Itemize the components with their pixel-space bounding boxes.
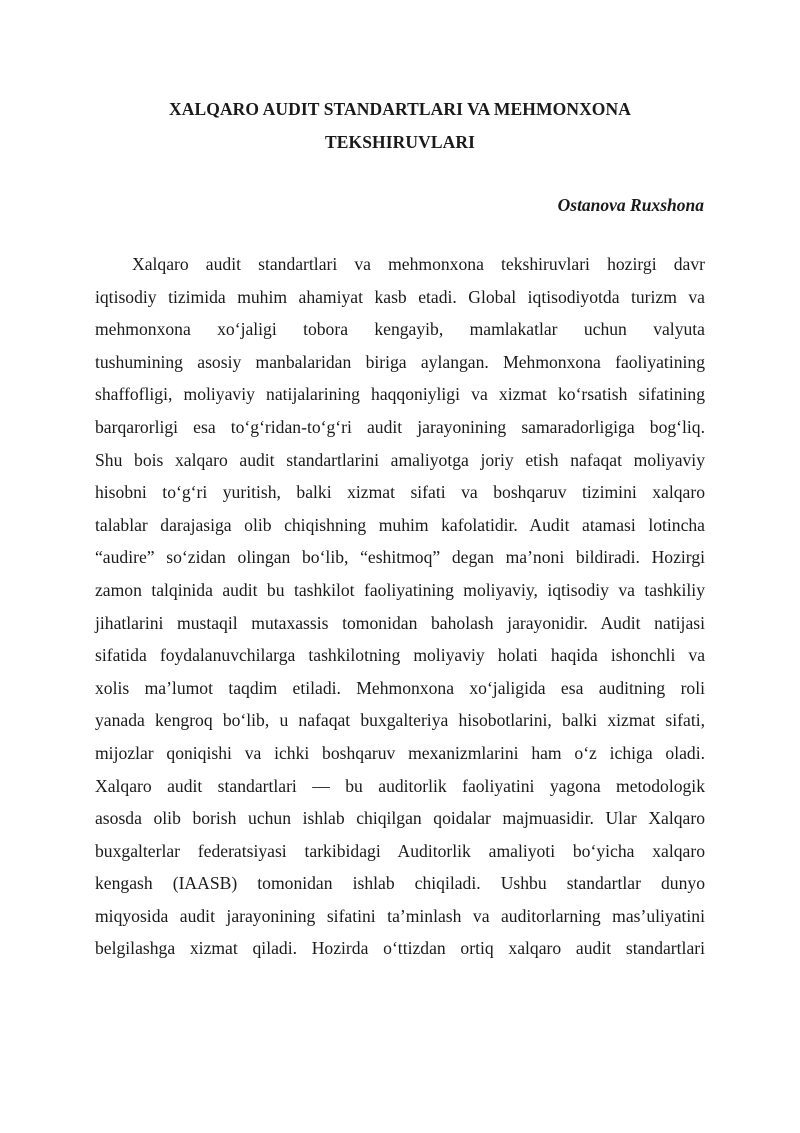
paragraph-line: mehmonxona xo‘jaligi tobora kengayib, mamlakatlar uchun valyuta [95,319,705,340]
body-paragraph [95,248,705,965]
paragraph-line: buxgalterlar federatsiyasi tarkibidagi Auditorlik amaliyoti bo‘yicha xalqaro [95,840,705,861]
paragraph-line: tushumining asosiy manbalaridan biriga aylangan. Mehmonxona faoliyatining [95,351,705,372]
paragraph-line: barqarorligi esa to‘g‘ridan-to‘g‘ri audit jarayonining samaradorligiga bog‘liq. [95,416,705,437]
paragraph-line: yanada kengroq bo‘lib, u nafaqat buxgalteriya hisobotlarini, balki xizmat sifati, [95,710,705,731]
paragraph-line: jihatlarini mustaqil mutaxassis tomonidan baholash jarayonidir. Audit natijasi [95,612,705,633]
paragraph-line: Shu bois xalqaro audit standartlarini amaliyotga joriy etish nafaqat moliyaviy [95,449,705,470]
paragraph-line: mijozlar qoniqishi va ichki boshqaruv mexanizmlarini ham o‘z ichiga oladi. [95,742,705,763]
paragraph-line: “audire” so‘zidan olingan bo‘lib, “eshitmoq” degan ma’noni bildiradi. Hozirgi [95,547,705,568]
paragraph-line: Xalqaro audit standartlari va mehmonxona tekshiruvlari hozirgi davr [132,254,705,274]
paragraph-line: iqtisodiy tizimida muhim ahamiyat kasb etadi. Global iqtisodiyotda turizm va [95,286,705,307]
paragraph-line: miqyosida audit jarayonining sifatini ta’minlash va auditorlarning mas’uliyatini [95,905,705,926]
paragraph-line: zamon talqinida audit bu tashkilot faoliyatining moliyaviy, iqtisodiy va tashkiliy [95,579,705,600]
title-line: XALQARO AUDIT STANDARTLARI VA MEHMONXONA [168,99,631,119]
paragraph-line: sifatida foydalanuvchilarga tashkilotning moliyaviy holati haqida ishonchli va [95,645,705,666]
paragraph-line: talablar darajasiga olib chiqishning muhim kafolatidir. Audit atamasi lotincha [95,514,705,535]
author-name: Ostanova Ruxshona [557,195,704,215]
title-line: TEKSHIRUVLARI [324,132,476,152]
paragraph-line: belgilashga xizmat qiladi. Hozirda o‘ttizdan ortiq xalqaro audit standartlari [95,938,705,959]
paragraph-line: asosda olib borish uchun ishlab chiqilgan qoidalar majmuasidir. Ular Xalqaro [95,808,705,829]
paragraph-line: hisobni to‘g‘ri yuritish, balki xizmat sifati va boshqaruv tizimini xalqaro [95,482,705,503]
document-title [100,93,700,159]
paragraph-line: Xalqaro audit standartlari — bu auditorlik faoliyatini yagona metodologik [95,775,705,796]
paragraph-line: xolis ma’lumot taqdim etiladi. Mehmonxona xo‘jaligida esa auditning roli [95,677,705,698]
paragraph-line: kengash (IAASB) tomonidan ishlab chiqiladi. Ushbu standartlar dunyo [95,873,705,894]
paragraph-line: shaffofligi, moliyaviy natijalarining haqqoniyligi va xizmat ko‘rsatish sifatining [95,384,705,405]
